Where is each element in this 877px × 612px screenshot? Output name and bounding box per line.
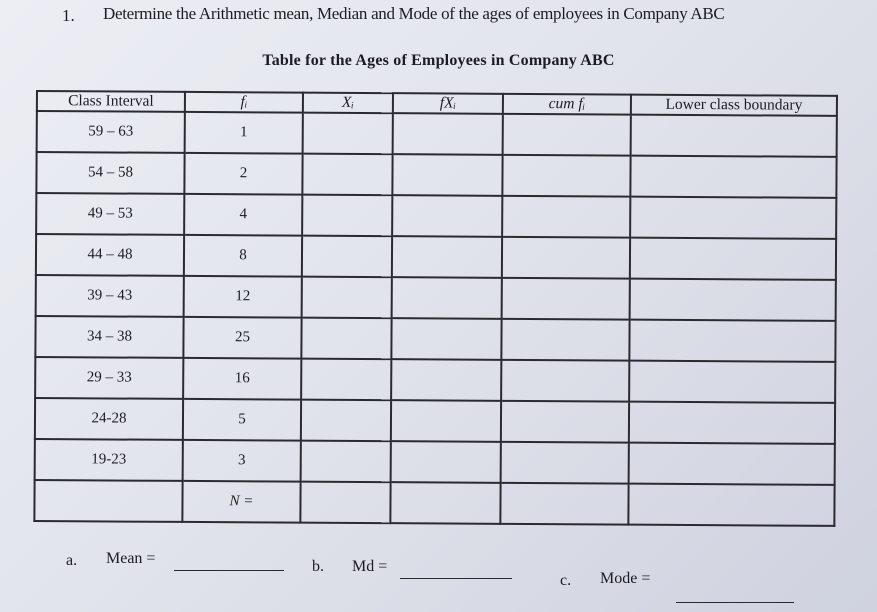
frequency-cell: 25 xyxy=(183,317,301,359)
lower-class-boundary-cell[interactable] xyxy=(629,443,835,485)
answer-a-letter: a. xyxy=(66,552,78,569)
answer-median-label: Md = xyxy=(352,558,388,575)
midpoint-cell[interactable] xyxy=(301,318,391,360)
class-interval-cell: 49 – 53 xyxy=(36,193,184,235)
table-row xyxy=(35,398,835,444)
class-interval-cell: 19-23 xyxy=(35,439,183,481)
lower-class-boundary-cell[interactable] xyxy=(629,402,835,444)
frequency-cell: 5 xyxy=(183,399,301,441)
table-row xyxy=(35,357,835,403)
header-f-times-x: fXᵢ xyxy=(393,93,503,114)
class-interval-cell: 24-28 xyxy=(35,398,183,440)
cumulative-frequency-cell[interactable] xyxy=(502,196,630,238)
answer-mean-label: Mean = xyxy=(106,550,156,567)
table-row xyxy=(36,152,836,198)
cumulative-frequency-cell[interactable] xyxy=(501,360,629,402)
midpoint-cell[interactable] xyxy=(303,113,393,155)
answer-median-blank[interactable] xyxy=(400,564,512,579)
cumulative-frequency-cell[interactable] xyxy=(502,278,630,320)
total-row-cell[interactable] xyxy=(300,482,390,524)
frequency-cell: 12 xyxy=(184,276,302,318)
class-interval-cell: 44 – 48 xyxy=(36,234,184,276)
question-text: Determine the Arithmetic mean, Median and Mode of the ages of employees in Company ABC xyxy=(103,4,725,23)
answer-mean-blank[interactable] xyxy=(174,556,284,571)
lower-class-boundary-cell[interactable] xyxy=(631,115,837,157)
f-times-x-cell[interactable] xyxy=(391,318,501,360)
table-total-row xyxy=(34,480,834,526)
f-times-x-cell[interactable] xyxy=(391,441,501,483)
header-cumulative-frequency: cum fᵢ xyxy=(503,94,631,115)
lower-class-boundary-cell[interactable] xyxy=(630,238,836,280)
total-n-cell: N = xyxy=(182,481,300,523)
header-class-interval: Class Interval xyxy=(37,91,185,112)
f-times-x-cell[interactable] xyxy=(392,154,502,196)
frequency-cell: 1 xyxy=(185,112,303,154)
f-times-x-cell[interactable] xyxy=(392,277,502,319)
answer-c-letter: c. xyxy=(560,572,572,589)
question-number: 1. xyxy=(62,6,75,25)
table-title: Table for the Ages of Employees in Company ABC xyxy=(262,52,615,69)
header-frequency: fᵢ xyxy=(185,92,303,113)
lower-class-boundary-cell[interactable] xyxy=(630,279,836,321)
answer-mode-blank[interactable] xyxy=(676,588,794,603)
class-interval-cell: 59 – 63 xyxy=(37,111,185,153)
class-interval-cell: 39 – 43 xyxy=(36,275,184,317)
table-row xyxy=(35,439,835,485)
cumulative-frequency-cell[interactable] xyxy=(503,114,631,156)
answer-mode-label: Mode = xyxy=(600,570,651,587)
cumulative-frequency-cell[interactable] xyxy=(502,237,630,279)
f-times-x-cell[interactable] xyxy=(391,359,501,401)
midpoint-cell[interactable] xyxy=(302,154,392,196)
lower-class-boundary-cell[interactable] xyxy=(630,197,836,239)
lower-class-boundary-cell[interactable] xyxy=(630,156,836,198)
total-row-cell[interactable] xyxy=(390,482,500,524)
table-row xyxy=(36,275,836,321)
midpoint-cell[interactable] xyxy=(302,195,392,237)
lower-class-boundary-cell[interactable] xyxy=(629,320,835,362)
total-row-cell[interactable] xyxy=(628,484,834,526)
header-midpoint: Xᵢ xyxy=(303,93,393,114)
table-row xyxy=(37,111,837,157)
total-row-cell[interactable] xyxy=(500,483,628,525)
frequency-cell: 8 xyxy=(184,235,302,277)
cumulative-frequency-cell[interactable] xyxy=(502,155,630,197)
midpoint-cell[interactable] xyxy=(301,441,391,483)
f-times-x-cell[interactable] xyxy=(392,195,502,237)
cumulative-frequency-cell[interactable] xyxy=(501,442,629,484)
table-row xyxy=(36,234,836,280)
frequency-cell: 16 xyxy=(183,358,301,400)
class-interval-cell: 34 – 38 xyxy=(35,316,183,358)
total-row-cell xyxy=(34,480,182,522)
class-interval-cell: 54 – 58 xyxy=(36,152,184,194)
answer-b-letter: b. xyxy=(312,558,324,575)
table-row xyxy=(36,193,836,239)
frequency-table xyxy=(33,90,838,527)
frequency-cell: 2 xyxy=(184,153,302,195)
midpoint-cell[interactable] xyxy=(302,236,392,278)
cumulative-frequency-cell[interactable] xyxy=(501,401,629,443)
f-times-x-cell[interactable] xyxy=(392,236,502,278)
f-times-x-cell[interactable] xyxy=(391,400,501,442)
frequency-cell: 3 xyxy=(183,440,301,482)
frequency-cell: 4 xyxy=(184,194,302,236)
header-lower-class-boundary: Lower class boundary xyxy=(631,95,837,116)
class-interval-cell: 29 – 33 xyxy=(35,357,183,399)
midpoint-cell[interactable] xyxy=(302,277,392,319)
table-row xyxy=(35,316,835,362)
midpoint-cell[interactable] xyxy=(301,359,391,401)
cumulative-frequency-cell[interactable] xyxy=(501,319,629,361)
f-times-x-cell[interactable] xyxy=(393,113,503,155)
lower-class-boundary-cell[interactable] xyxy=(629,361,835,403)
midpoint-cell[interactable] xyxy=(301,400,391,442)
answer-section xyxy=(0,550,877,610)
